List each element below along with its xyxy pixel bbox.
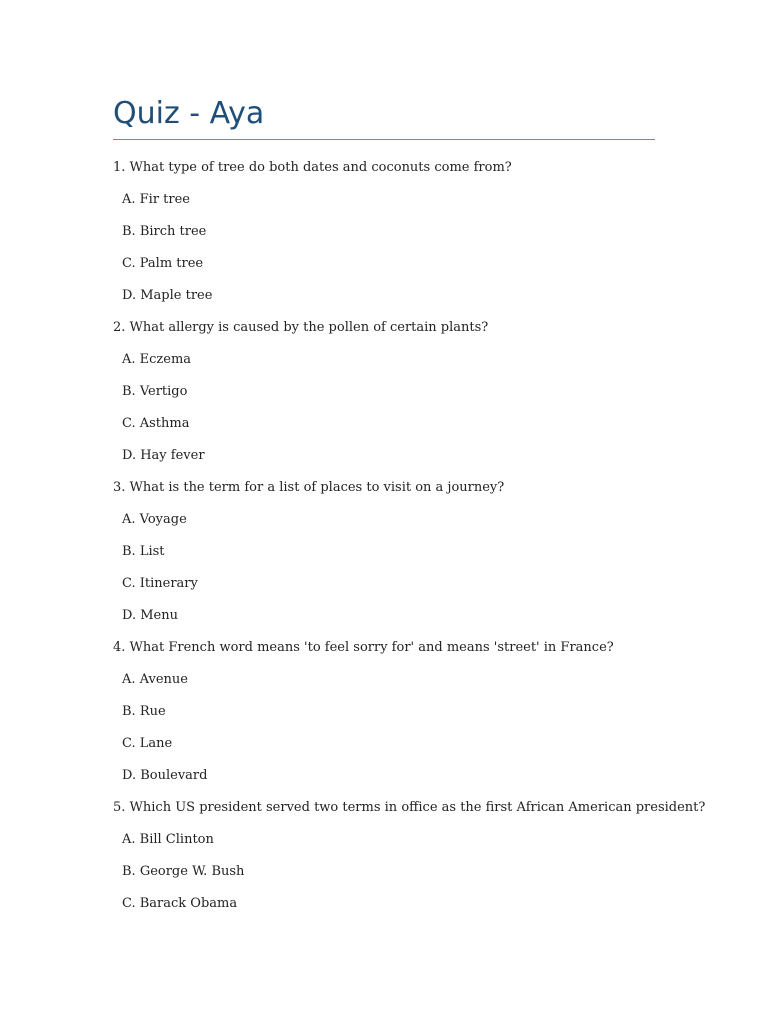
question-3-option-b: B. List bbox=[122, 544, 165, 559]
question-2: 2. What allergy is caused by the pollen of certain plants? bbox=[113, 320, 489, 335]
question-list bbox=[113, 159, 706, 927]
question-4-option-a: A. Avenue bbox=[122, 672, 188, 687]
question-1-option-b: B. Birch tree bbox=[122, 224, 207, 239]
title-underline bbox=[113, 139, 655, 140]
question-3-option-c: C. Itinerary bbox=[122, 576, 198, 591]
question-3-option-a: A. Voyage bbox=[122, 512, 187, 527]
question-2-option-b: B. Vertigo bbox=[122, 384, 188, 399]
question-2-option-d: D. Hay fever bbox=[122, 448, 205, 463]
question-5: 5. Which US president served two terms in office as the first African American president? bbox=[113, 800, 706, 815]
question-1-option-a: A. Fir tree bbox=[122, 192, 191, 207]
question-5-option-a: A. Bill Clinton bbox=[122, 832, 214, 847]
question-3: 3. What is the term for a list of places to visit on a journey? bbox=[113, 480, 505, 495]
question-5-option-b: B. George W. Bush bbox=[122, 864, 245, 879]
question-3-option-d: D. Menu bbox=[122, 608, 178, 623]
question-5-option-c: C. Barack Obama bbox=[122, 896, 238, 911]
question-2-option-a: A. Eczema bbox=[122, 352, 192, 367]
page-title: Quiz - Aya bbox=[113, 96, 265, 131]
question-1-option-d: D. Maple tree bbox=[122, 288, 213, 303]
question-1-option-c: C. Palm tree bbox=[122, 256, 204, 271]
question-4-option-b: B. Rue bbox=[122, 704, 166, 719]
question-4-option-d: D. Boulevard bbox=[122, 768, 208, 783]
question-4: 4. What French word means 'to feel sorry for' and means 'street' in France? bbox=[113, 640, 614, 655]
question-2-option-c: C. Asthma bbox=[122, 416, 190, 431]
question-1: 1. What type of tree do both dates and coconuts come from? bbox=[113, 160, 512, 175]
question-4-option-c: C. Lane bbox=[122, 736, 173, 751]
